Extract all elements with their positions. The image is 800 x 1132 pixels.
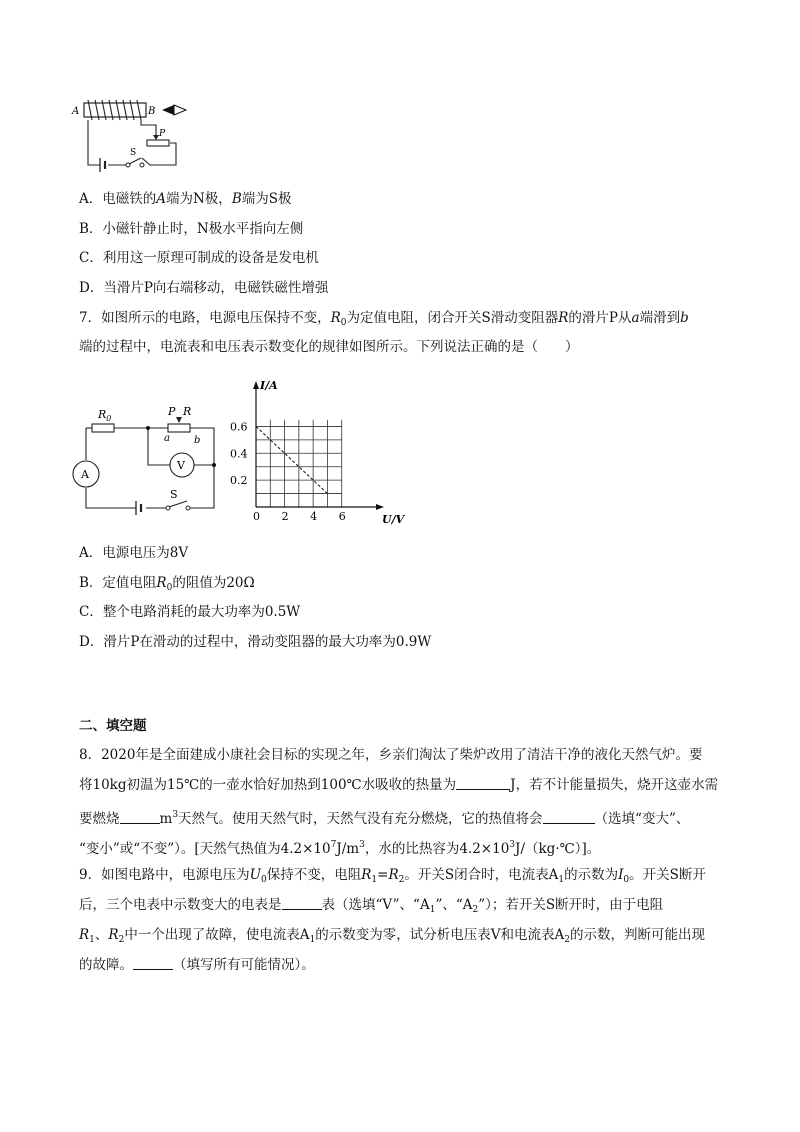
q7-stem-line2: 端的过程中，电流表和电压表示数变化的规律如图所示。下列说法正确的是（ ） — [79, 339, 579, 355]
q6-option-a: A．电磁铁的A端为N极，B端为S极 — [79, 191, 292, 207]
q7-stem-line1: 7．如图所示的电路，电源电压保持不变，$R_0$为定值电阻，闭合开关S滑动变阻器R的滑片P从a端滑到b — [79, 310, 689, 328]
compass-needle-icon — [162, 105, 186, 115]
q9-line3: $R_1$、$R_2$中一个出现了故障，使电流表$A_1$的示数变为零，试分析电压表V和电流表$A_2$的示数，判断可能出现 — [79, 927, 706, 945]
answer-blank — [133, 957, 173, 970]
q9-line1: 9．如图电路中，电源电压为$U_0$保持不变，电阻$R_1=R_2$。开关S闭合时，电流表$A_1$的示数为$I_0$。开关S断开 — [79, 867, 706, 885]
q7-option-c: C．整个电路消耗的最大功率为0.5W — [79, 604, 301, 620]
x-tick-label: 4 — [310, 510, 318, 523]
q7-option-b: B．定值电阻$R_0$的阻值为20Ω — [79, 575, 255, 593]
x-axis-arrow-icon — [376, 504, 384, 510]
iu-chart — [230, 377, 405, 526]
answer-blank — [282, 897, 322, 910]
answer-blank — [120, 811, 160, 824]
label-a: A — [72, 106, 80, 117]
q8-line2: 将10kg初温为15℃的一壶水恰好加热到100℃水吸收的热量为 J，若不计能量损失，烧开这壶水需 — [79, 777, 719, 793]
answer-blank — [543, 811, 595, 824]
label-a-end: a — [164, 433, 170, 444]
label-b-end: b — [194, 435, 201, 446]
label-r0: $R_0$ — [98, 408, 112, 423]
x-tick-label: 6 — [338, 510, 346, 523]
electromagnet-circuit-figure — [70, 95, 200, 175]
q7-option-a: A．电源电压为8V — [79, 545, 189, 561]
y-axis-label: I/A — [260, 379, 278, 392]
q9-line2: 后，三个电表中示数变大的电表是 表（选填“V”、“$A_1$”、“$A_2$”）；若开关S断开时，由于电阻 — [79, 897, 664, 915]
label-p: P — [159, 129, 166, 139]
q6-option-c: C．利用这一原理可制成的设备是发电机 — [79, 250, 319, 266]
label-p2: P — [168, 405, 176, 418]
y-tick-label: 0.4 — [230, 447, 248, 461]
q8-line4: “变小”或“不变”）。[天然气热值为$4.2\times 10^7J/m^3$，水的比热容为$4.2\times 10^3J/(kg\cdot℃)$]。 — [79, 840, 601, 857]
ammeter-icon — [73, 461, 99, 487]
label-b: B — [148, 106, 156, 117]
q8-line3: 要燃烧 $m^3$天然气。使用天然气时，天然气没有充分燃烧，它的热值将会 （选填“变大”、 — [79, 810, 690, 827]
label-r: R — [183, 405, 192, 418]
q6-option-d: D．当滑片P向右端移动，电磁铁磁性增强 — [79, 280, 329, 296]
y-axis-arrow-icon — [253, 381, 259, 389]
x-tick-label: 2 — [281, 510, 289, 523]
answer-blank — [456, 777, 510, 790]
svg-text:V: V — [177, 459, 185, 472]
section-title: 二、填空题 — [79, 718, 147, 734]
voltmeter-icon — [170, 453, 194, 477]
q7-option-d: D．滑片P在滑动的过程中，滑动变阻器的最大功率为0.9W — [79, 634, 432, 650]
q9-line4: 的故障。 （填写所有可能情况）。 — [79, 957, 315, 973]
series-line — [256, 426, 327, 493]
label-s: S — [130, 148, 137, 158]
label-s2: S — [170, 488, 178, 501]
svg-text:A: A — [81, 468, 89, 481]
y-tick-label: 0.2 — [230, 474, 248, 488]
q7-circuit-figure — [70, 403, 230, 525]
y-tick-label: 0.6 — [230, 420, 248, 434]
x-axis-label: U/V — [382, 513, 405, 526]
q8-line1: 8．2020年是全面建成小康社会目标的实现之年，乡亲们淘汰了柴炉改用了清洁干净的液化天然气炉。要 — [79, 747, 703, 763]
x-tick-label: 0 — [253, 510, 260, 523]
q6-option-b: B．小磁针静止时，N极水平指向左侧 — [79, 221, 304, 237]
